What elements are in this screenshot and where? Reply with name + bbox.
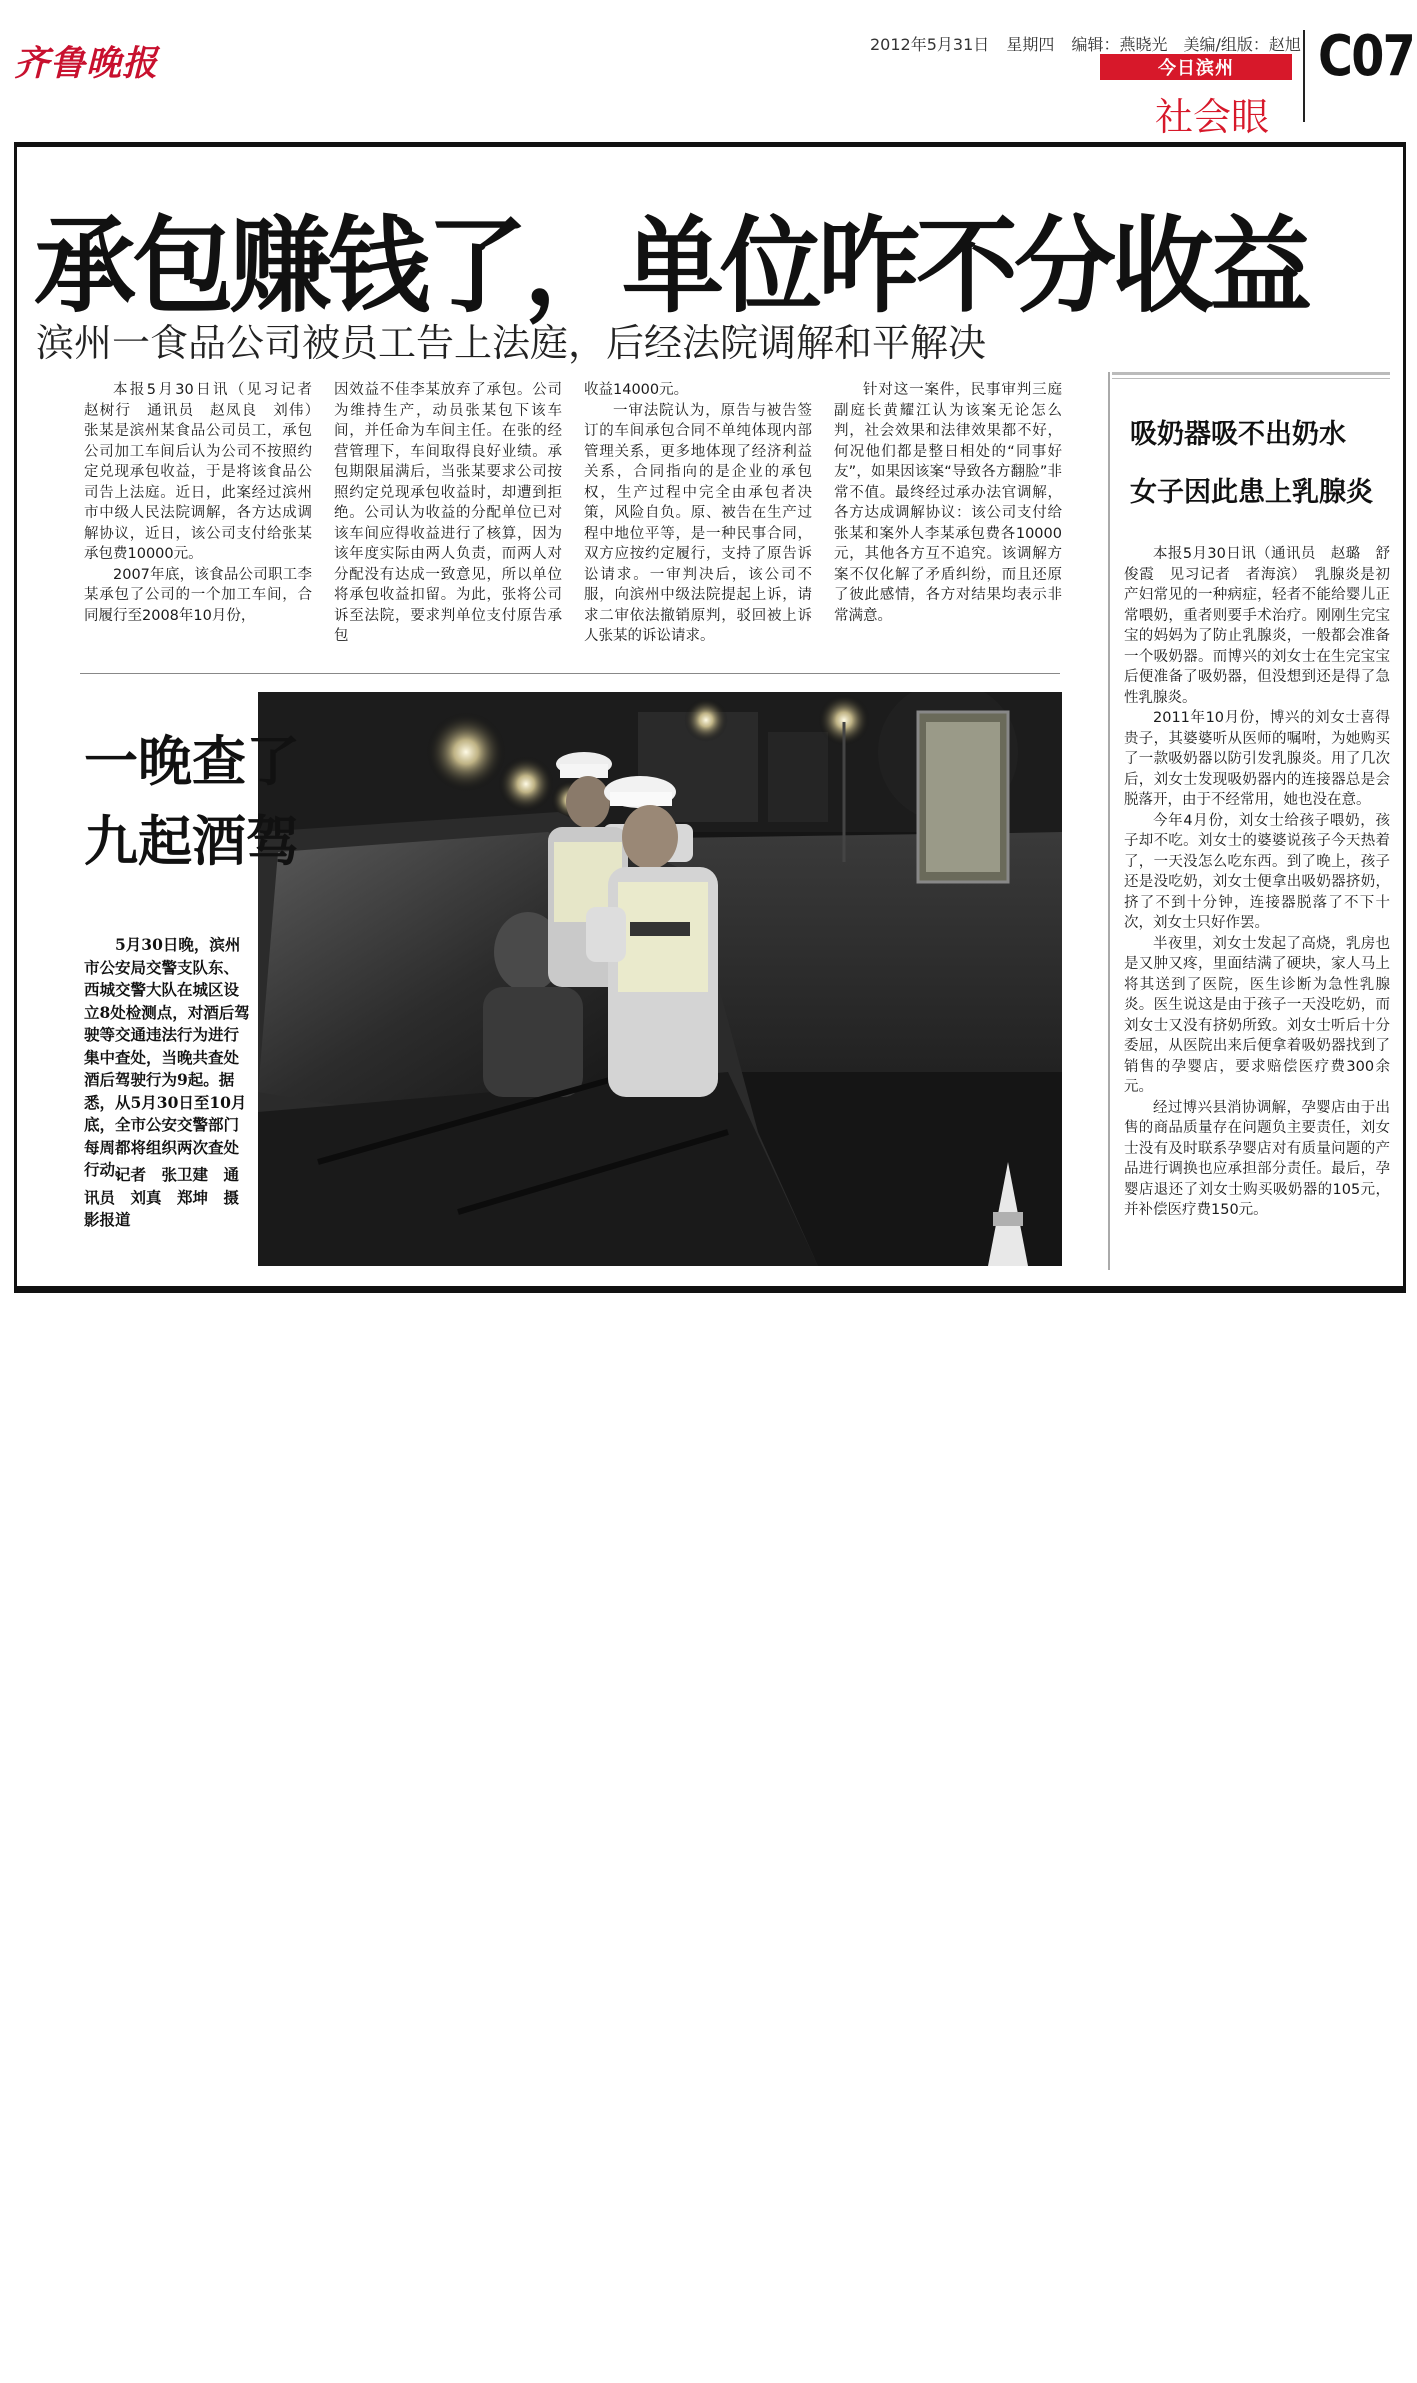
sidebar-paragraph: 半夜里，刘女士发起了高烧，乳房也是又肿又疼，里面结满了硬块，家人马上将其送到了医院，医生诊断为急性乳腺炎。医生说这是由于孩子一天没吃奶，而刘女士又没有挤奶所致。刘女士听后十分委屈，从医院出来后便拿着吸奶器找到了销售的孕婴店，要求赔偿医疗费300余元。 xyxy=(1124,935,1390,1095)
article-paragraph: 收益14000元。 xyxy=(584,382,689,398)
sidebar-paragraph: 今年4月份，刘女士给孩子喂奶，孩子却不吃。刘女士的婆婆说孩子今天热着了，一天没怎么吃东西。到了晚上，孩子还是没吃奶，刘女士便拿出吸奶器挤奶，挤了不到十分钟，连接器脱落了不下十次，刘女士只好作罢。 xyxy=(1124,812,1390,931)
article-paragraph: 2007年底，该食品公司职工李某承包了公司的一个加工车间，合同履行至2008年10月份， xyxy=(84,566,312,624)
article-column-3 xyxy=(584,380,812,647)
article-column-2 xyxy=(334,380,562,647)
page-number: C07 xyxy=(1318,24,1415,89)
newspaper-logo: 齐鲁晚报 xyxy=(14,43,159,84)
main-headline: 承包赚钱了，单位咋不分收益 xyxy=(34,205,1309,327)
section-name: 社会眼 xyxy=(1155,95,1270,139)
article-paragraph: 因效益不佳李某放弃了承包。公司为维持生产，动员张某包下该车间，并任命为车间主任。在张的经营管理下，车间取得良好业绩。承包期限届满后，当张某要求公司按照约定兑现承包收益时，却遭到拒绝。公司认为收益的分配单位已对该车间应得收益进行了核算，因为该年度实际由两人负责，而两人对分配没有达成一致意见，所以单位将承包收益扣留。为此，张将公司诉至法院，要求判单位支付原告承包 xyxy=(334,382,562,644)
frame-border-left xyxy=(14,142,17,1289)
sidebar-paragraph: 经过博兴县消协调解，孕婴店由于出售的商品质量存在问题负主要责任，刘女士没有及时联系孕婴店对有质量问题的产品进行调换也应承担部分责任。最后，孕婴店退还了刘女士购买吸奶器的105元，并补偿医疗费150元。 xyxy=(1124,1099,1390,1218)
sidebar-headline-line-1: 吸奶器吸不出奶水 xyxy=(1130,419,1346,450)
section-tag: 今日滨州 xyxy=(1100,54,1292,80)
sidebar-vertical-rule xyxy=(1108,372,1110,1270)
header-divider xyxy=(1303,30,1305,122)
article-paragraph: 针对这一案件，民事审判三庭副庭长黄耀江认为该案无论怎么判，社会效果和法律效果都不好，何况他们都是整日相处的“同事好友”，如果因该案“导致各方翻脸”非常不值。最终经过承办法官调解，各方达成调解协议：该公司支付给张某和案外人李某承包费各10000元，其他各方互不追究。该调解方案不仅化解了矛盾纠纷，而且还原了彼此感情，各方对结果均表示非常满意。 xyxy=(834,382,1062,624)
sidebar-paragraph: 2011年10月份，博兴的刘女士喜得贵子，其婆婆听从医师的嘱咐，为她购买了一款吸奶器以防引发乳腺炎。用了几次后，刘女士发现吸奶器内的连接器总是会脱落开，由于不经常用，她也没在意。 xyxy=(1124,710,1390,808)
editor-credits: 编辑：燕晓光 美编/组版：赵旭 xyxy=(1071,35,1301,54)
sidebar-article-body xyxy=(1124,544,1390,1221)
photo-caption: 5月30日晚，滨州市公安局交警支队东、西城交警大队在城区设立8处检测点，对酒后驾驶等交通违法行为进行集中查处，当晚共查处酒后驾驶行为9起。据悉，从5月30日至10月底，全市公安交警部门每周都将组织两次查处行动。 xyxy=(84,935,250,1179)
photo-headline: 一晚查了 九起酒驾 xyxy=(84,730,300,873)
article-column-1 xyxy=(84,380,327,626)
frame-border-bottom xyxy=(14,1286,1406,1293)
main-subheadline: 滨州一食品公司被员工告上法庭，后经法院调解和平解决 xyxy=(36,321,987,365)
article-paragraph: 一审法院认为，原告与被告签订的车间承包合同不单纯体现内部管理关系，更多地体现了经济利益关系，合同指向的是企业的承包权，生产过程中完全由承包者决策，风险自负。原、被告在生产过程中地位平等，是一种民事合同，双方应按约定履行，支持了原告诉讼请求。一审判决后，该公司不服，向滨州中级法院提起上诉，请求二审依法撤销原判，驳回被上诉人张某的诉讼请求。 xyxy=(584,402,812,644)
photo-credit: 记者 张卫建 通讯员 刘真 郑坤 摄影报道 xyxy=(84,1165,240,1229)
article-divider xyxy=(80,673,1060,674)
frame-border-right xyxy=(1403,142,1406,1289)
sidebar-headline-line-2: 女子因此患上乳腺炎 xyxy=(1130,477,1373,508)
issue-meta xyxy=(870,32,1313,55)
issue-date: 2012年5月31日 xyxy=(870,35,990,54)
sidebar-rule xyxy=(1112,378,1390,379)
issue-weekday: 星期四 xyxy=(1006,35,1055,54)
sidebar-paragraph: 本报5月30日讯（通讯员 赵璐 舒俊霞 见习记者 者海滨） 乳腺炎是初产妇常见的一种病症，轻者不能给婴儿正常喂奶，重者则要手术治疗。刚刚生完宝宝的妈妈为了防止乳腺炎，一般都会准备一个吸奶器。而博兴的刘女士在生完宝宝后便准备了吸奶器，但没想到还是得了急性乳腺炎。 xyxy=(1124,546,1390,706)
article-paragraph: 本报5月30日讯（见习记者 赵树行 通讯员 赵凤良 刘伟） 张某是滨州某食品公司员工，承包公司加工车间后认为公司不按照约定兑现承包收益，于是将该食品公司告上法庭。近日，此案经过滨州市中级人民法院调解，各方达成调解协议，近日，该公司支付给张某承包费10000元。 xyxy=(84,382,327,562)
sidebar-rule xyxy=(1112,372,1390,375)
frame-border-top xyxy=(14,142,1406,147)
article-column-4 xyxy=(834,380,1062,626)
